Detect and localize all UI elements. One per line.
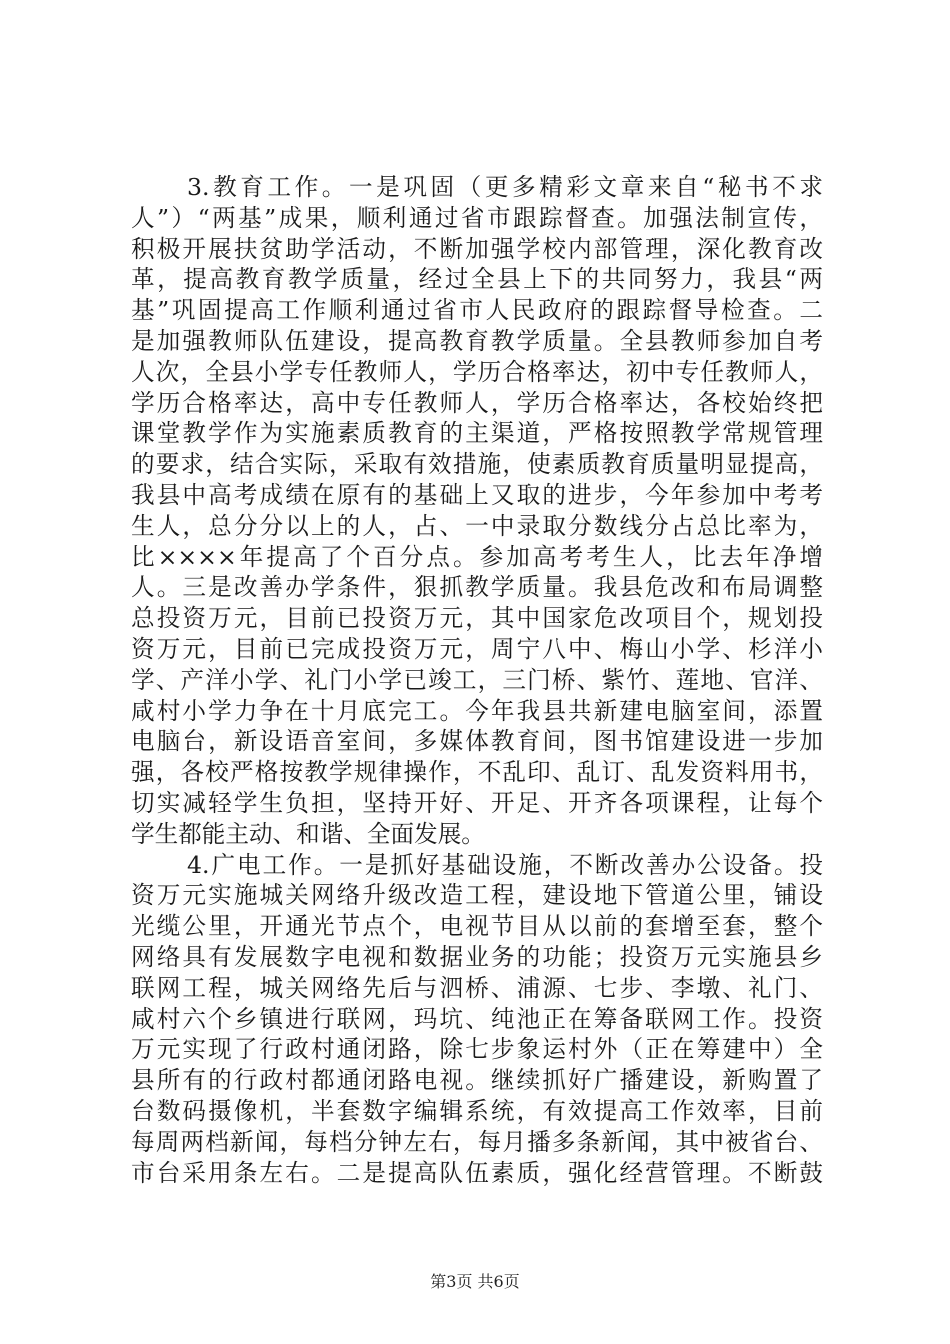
text-line: 学、产洋小学、礼门小学已竣工，三门桥、紫竹、莲地、官洋、	[131, 665, 823, 694]
text-line: 人。三是改善办学条件，狠抓教学质量。我县危改和布局调整	[131, 573, 823, 602]
text-line: 基”巩固提高工作顺利通过省市人民政府的跟踪督导检查。二	[131, 296, 823, 325]
text-line: 电脑台，新设语音室间，多媒体教育间，图书馆建设进一步加	[131, 727, 823, 756]
text-line: 万元实现了行政村通闭路，除七步象运村外（正在筹建中）全	[131, 1035, 823, 1064]
text-line: 人次，全县小学专任教师人，学历合格率达，初中专任教师人，	[131, 357, 823, 386]
text-line: 人”）“两基”成果，顺利通过省市跟踪督查。加强法制宣传，	[131, 203, 823, 232]
text-line: 强，各校严格按教学规律操作，不乱印、乱订、乱发资料用书，	[131, 758, 823, 787]
paragraph-broadcast-start: 4.广电工作。一是抓好基础设施，不断改善办公设备。投	[187, 850, 823, 879]
text-line: 学生都能主动、和谐、全面发展。	[131, 819, 485, 848]
text-line: 生人，总分分以上的人，占、一中录取分数线分占总比率为，	[131, 511, 823, 540]
text-line: 联网工程，城关网络先后与泗桥、浦源、七步、李墩、礼门、	[131, 973, 823, 1002]
text-line: 资万元实施城关网络升级改造工程，建设地下管道公里，铺设	[131, 881, 823, 910]
body-text	[131, 172, 823, 1188]
text-line: 积极开展扶贫助学活动，不断加强学校内部管理，深化教育改	[131, 234, 823, 263]
text-line: 咸村六个乡镇进行联网，玛坑、纯池正在筹备联网工作。投资	[131, 1004, 823, 1033]
page-number-footer: 第3页 共6页	[430, 1272, 520, 1291]
text-line: 比××××年提高了个百分点。参加高考考生人，比去年净增	[131, 542, 823, 571]
paragraph-education-start: 3.教育工作。一是巩固（更多精彩文章来自“秘书不求	[187, 173, 823, 201]
text-line: 学历合格率达，高中专任教师人，学历合格率达，各校始终把	[131, 388, 823, 417]
text-line: 课堂教学作为实施素质教育的主渠道，严格按照教学常规管理	[131, 419, 823, 448]
text-line: 台数码摄像机，半套数字编辑系统，有效提高工作效率，目前	[131, 1096, 823, 1125]
text-line: 是加强教师队伍建设，提高教育教学质量。全县教师参加自考	[131, 326, 823, 355]
text-line: 市台采用条左右。二是提高队伍素质，强化经营管理。不断鼓	[131, 1158, 823, 1187]
text-line: 革，提高教育教学质量，经过全县上下的共同努力，我县“两	[131, 265, 823, 294]
text-line: 总投资万元，目前已投资万元，其中国家危改项目个，规划投	[131, 604, 823, 633]
text-line: 每周两档新闻，每档分钟左右，每月播多条新闻，其中被省台、	[131, 1127, 823, 1156]
text-line: 的要求，结合实际，采取有效措施，使素质教育质量明显提高，	[131, 450, 823, 479]
text-line: 资万元，目前已完成投资万元，周宁八中、梅山小学、杉洋小	[131, 634, 823, 663]
text-line: 网络具有发展数字电视和数据业务的功能；投资万元实施县乡	[131, 942, 823, 971]
text-line: 咸村小学力争在十月底完工。今年我县共新建电脑室间，添置	[131, 696, 823, 725]
text-line: 切实减轻学生负担，坚持开好、开足、开齐各项课程，让每个	[131, 788, 823, 817]
text-line: 我县中高考成绩在原有的基础上又取的进步，今年参加中考考	[131, 480, 823, 509]
text-line: 光缆公里，开通光节点个，电视节目从以前的套增至套，整个	[131, 912, 823, 941]
text-line: 县所有的行政村都通闭路电视。继续抓好广播建设，新购置了	[131, 1066, 823, 1095]
